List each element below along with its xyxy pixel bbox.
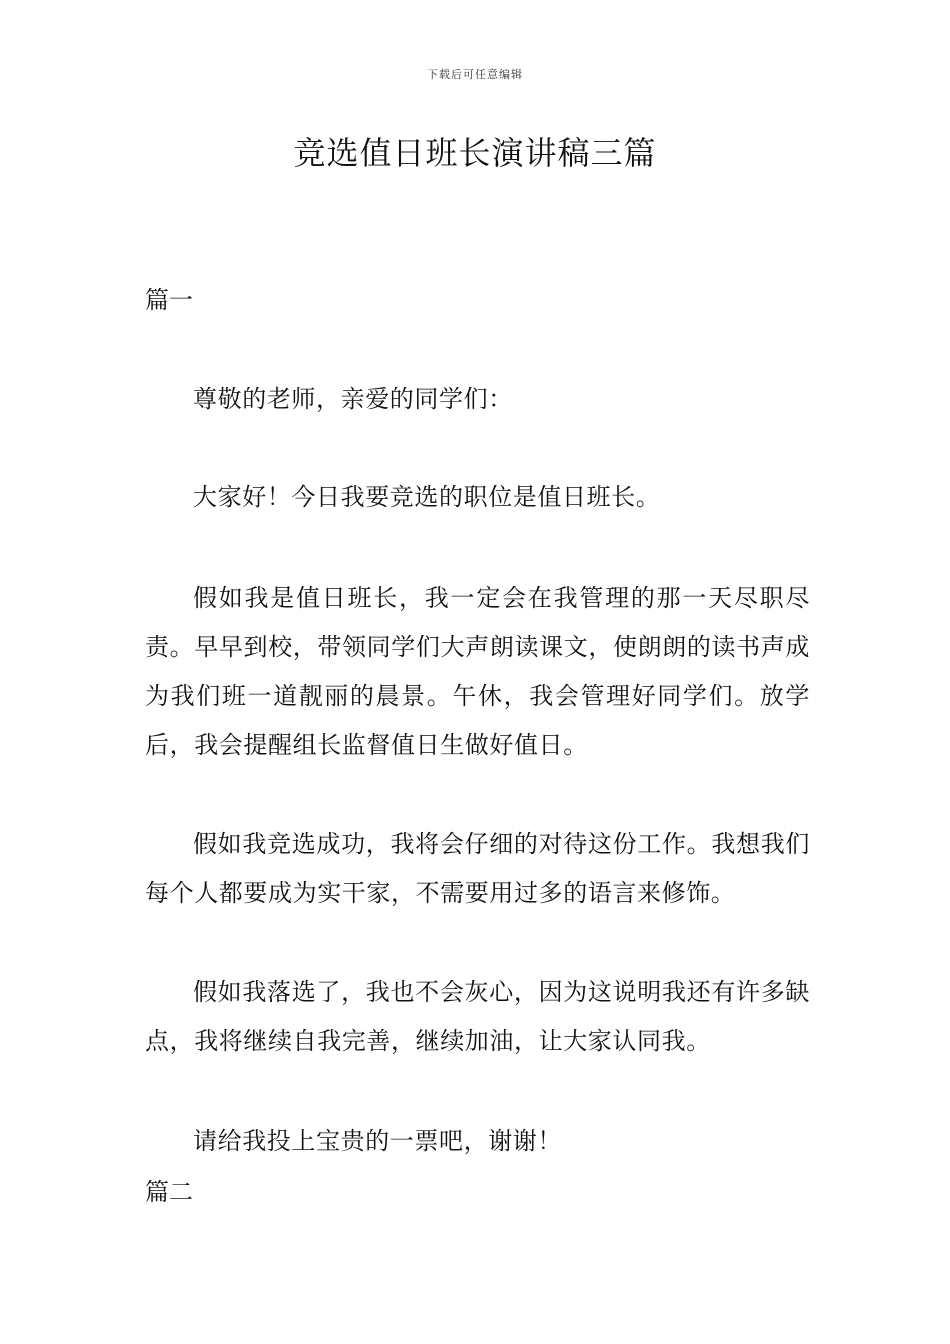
section-label-1: 篇一 bbox=[145, 286, 193, 314]
paragraph-introduction: 大家好！今日我要竞选的职位是值日班长。 bbox=[193, 483, 661, 511]
header-note: 下载后可任意编辑 bbox=[427, 68, 523, 81]
paragraph-greeting: 尊敬的老师，亲爱的同学们： bbox=[193, 385, 513, 413]
document-title: 竞选值日班长演讲稿三篇 bbox=[293, 134, 657, 172]
paragraph-duties: 假如我是值日班长，我一定会在我管理的那一天尽职尽责。早早到校，带领同学们大声朗读课文，使朗朗的读书声成为我们班一道靓丽的晨景。午休，我会管理好同学们。放学后，我会提醒组长监督值日生做好值日。 bbox=[145, 584, 810, 759]
paragraph-closing: 请给我投上宝贵的一票吧，谢谢！ bbox=[193, 1127, 562, 1155]
paragraph-if-elected: 假如我竞选成功，我将会仔细的对待这份工作。我想我们每个人都要成为实干家，不需要用过多的语言来修饰。 bbox=[145, 830, 810, 907]
paragraph-if-not-elected: 假如我落选了，我也不会灰心，因为这说明我还有许多缺点，我将继续自我完善，继续加油，让大家认同我。 bbox=[145, 978, 810, 1055]
section-label-2: 篇二 bbox=[145, 1178, 193, 1206]
